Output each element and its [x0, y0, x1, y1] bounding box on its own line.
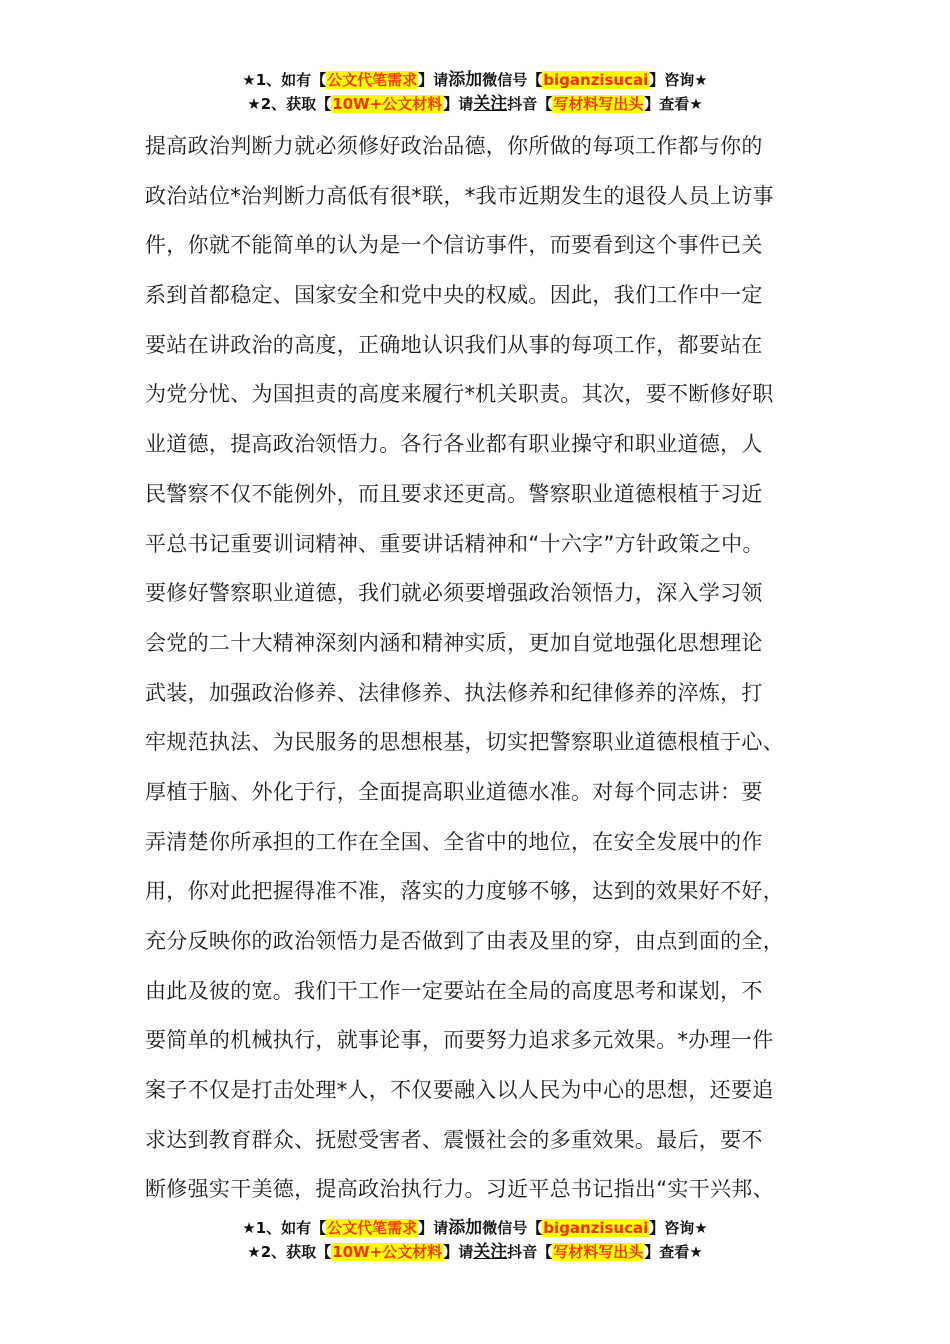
- highlight-service: 公文代笔需求: [327, 1219, 418, 1237]
- body-line: 为党分忧、为国担责的高度来履行*机关职责。其次，要不断修好职: [145, 382, 774, 407]
- body-line: 用，你对此把握得准不准，落实的力度够不够，达到的效果好不好，: [145, 879, 784, 904]
- body-line: 断修强实干美德，提高政治执行力。习近平总书记指出“实干兴邦、: [145, 1177, 774, 1202]
- body-line: 要站在讲政治的高度，正确地认识我们从事的每项工作，都要站在: [145, 332, 763, 357]
- highlight-wechat-id: biganzisucai: [543, 71, 649, 89]
- banner-text: 】请: [418, 1219, 449, 1237]
- footer-banner: [0, 1216, 950, 1264]
- highlight-service: 公文代笔需求: [327, 71, 418, 89]
- banner-line-2: [0, 92, 950, 116]
- body-line: 武装，加强政治修养、法律修养、执法修养和纪律修养的淬炼，打: [145, 680, 763, 705]
- banner-text: 】查看★: [644, 1243, 703, 1261]
- highlight-materials: 10W+公文材料: [332, 95, 443, 113]
- banner-text: 】请: [443, 1243, 474, 1261]
- body-line: 提高政治判断力就必须修好政治品德，你所做的每项工作都与你的: [145, 134, 763, 158]
- body-line: 政治站位*治判断力高低有很*联，*我市近期发生的退役人员上访事: [145, 183, 774, 208]
- highlight-douyin: 写材料写出头: [553, 1243, 644, 1261]
- banner-line-1: [0, 68, 950, 92]
- body-line: 会党的二十大精神深刻内涵和精神实质，更加自觉地强化思想理论: [145, 630, 763, 655]
- body-line: 弄清楚你所承担的工作在全国、全省中的地位，在安全发展中的作: [145, 829, 763, 854]
- banner-text: 】请: [443, 95, 474, 113]
- banner-text: 】请: [418, 71, 449, 89]
- body-line: 件，你就不能简单的认为是一个信访事件，而要看到这个事件已关: [145, 233, 763, 258]
- highlight-douyin: 写材料写出头: [553, 95, 644, 113]
- body-line: 要修好警察职业道德，我们就必须要增强政治领悟力，深入学习领: [145, 581, 763, 606]
- banner-text: 抖音【: [507, 95, 553, 113]
- body-line: 由此及彼的宽。我们干工作一定要站在全局的高度思考和谋划，不: [145, 978, 763, 1003]
- banner-emphasis: 添加: [448, 1218, 483, 1238]
- body-line: 案子不仅是打击处理*人，不仅要融入以人民为中心的思想，还要追: [145, 1078, 774, 1103]
- banner-emphasis: 添加: [448, 70, 483, 90]
- body-line: 民警察不仅不能例外，而且要求还更高。警察职业道德根植于习近: [145, 481, 763, 506]
- highlight-wechat-id: biganzisucai: [543, 1219, 649, 1237]
- body-line: 平总书记重要训词精神、重要讲话精神和“十六字”方针政策之中。: [145, 531, 764, 556]
- body-line: 业道德，提高政治领悟力。各行各业都有职业操守和职业道德，人: [145, 432, 763, 457]
- body-line: 牢规范执法、为民服务的思想根基，切实把警察职业道德根植于心、: [145, 730, 784, 755]
- highlight-materials: 10W+公文材料: [332, 1243, 443, 1261]
- banner-text: 微信号【: [482, 1219, 543, 1237]
- banner-text: 】查看★: [644, 95, 703, 113]
- banner-text: 】咨询★: [649, 71, 708, 89]
- banner-emphasis: 关注: [473, 1242, 508, 1262]
- body-line: 系到首都稳定、国家安全和党中央的权威。因此，我们工作中一定: [145, 283, 763, 308]
- body-line: 求达到教育群众、抚慰受害者、震慑社会的多重效果。最后，要不: [145, 1127, 763, 1152]
- banner-emphasis: 关注: [473, 94, 508, 114]
- banner-text: ★1、如有【: [242, 1219, 327, 1237]
- banner-text: ★2、获取【: [247, 1243, 332, 1261]
- banner-text: 微信号【: [482, 71, 543, 89]
- body-line: 充分反映你的政治领悟力是否做到了由表及里的穿，由点到面的全，: [145, 929, 784, 953]
- body-line: 厚植于脑、外化于行，全面提高职业道德水准。对每个同志讲：要: [145, 779, 763, 804]
- header-banner: [0, 68, 950, 116]
- banner-text: 】咨询★: [649, 1219, 708, 1237]
- banner-text: ★1、如有【: [242, 71, 327, 89]
- body-line: 要简单的机械执行，就事论事，而要努力追求多元效果。*办理一件: [145, 1028, 774, 1053]
- banner-text: ★2、获取【: [247, 95, 332, 113]
- banner-line-2: [0, 1240, 950, 1264]
- banner-line-1: [0, 1216, 950, 1240]
- document-body: [145, 122, 835, 1215]
- banner-text: 抖音【: [507, 1243, 553, 1261]
